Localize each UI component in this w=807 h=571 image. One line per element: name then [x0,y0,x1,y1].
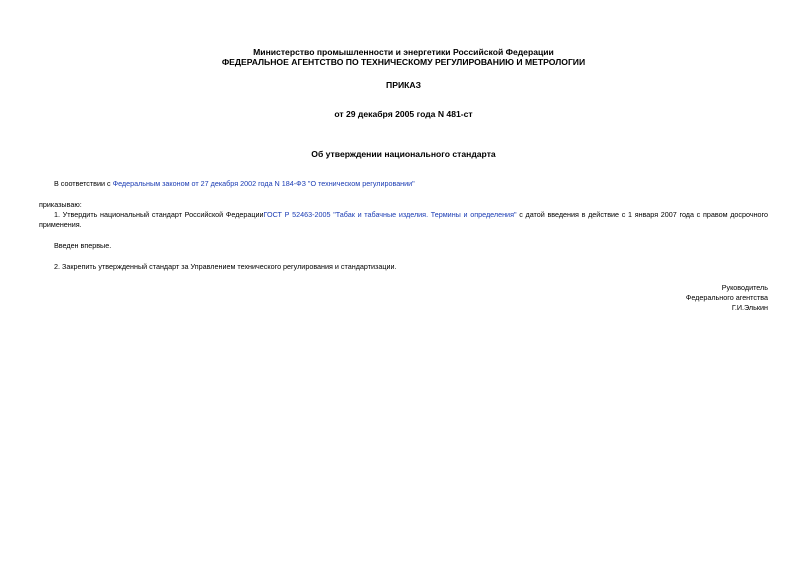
order-word: приказываю: [39,200,82,209]
item-1-suffix: с датой введения в действие с 1 января 2007 года с правом досрочного [516,210,768,219]
signature-title-2: Федерального агентства [685,293,768,302]
preamble-prefix: В соответствии с [54,179,113,188]
item-1-continuation: применения. [39,220,82,229]
preamble [54,179,415,189]
signature-title-1: Руководитель [721,283,768,292]
introduced-note: Введен впервые. [54,241,112,250]
signature-name: Г.И.Элькин [731,303,768,312]
item-2: 2. Закрепить утвержденный стандарт за Управлением технического регулирования и стандартизации. [54,262,397,271]
item-1-line [39,210,768,220]
federal-law-link[interactable]: Федеральным законом от 27 декабря 2002 года N 184-ФЗ "О техническом регулировании" [112,179,415,188]
item-1-prefix: 1. Утвердить национальный стандарт Российской Федерации [54,210,264,219]
ministry-heading: Министерство промышленности и энергетики Российской Федерации [253,47,554,57]
document-date-number: от 29 декабря 2005 года N 481-ст [334,109,473,119]
document-subject: Об утверждении национального стандарта [311,149,496,159]
gost-standard-link[interactable]: ГОСТ Р 52463-2005 "Табак и табачные изделия. Термины и определения" [263,210,517,219]
document-type: ПРИКАЗ [386,80,421,90]
agency-heading: ФЕДЕРАЛЬНОЕ АГЕНТСТВО ПО ТЕХНИЧЕСКОМУ РЕГУЛИРОВАНИЮ И МЕТРОЛОГИИ [221,57,586,67]
